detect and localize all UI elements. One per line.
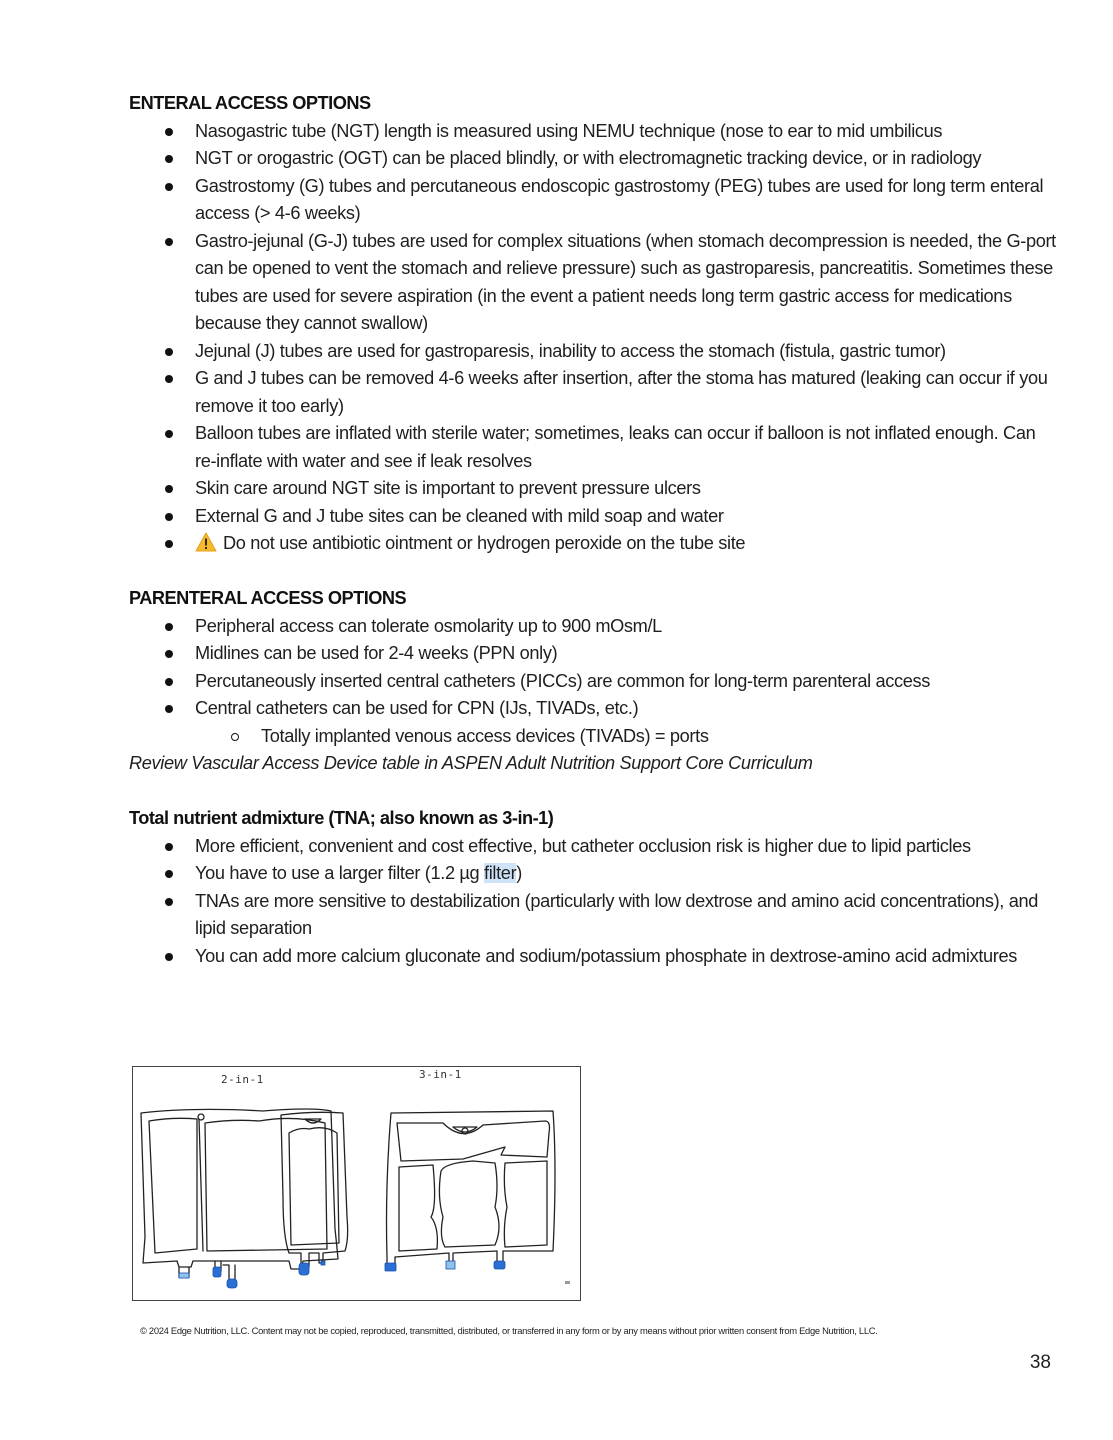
list-item-text: Gastro-jejunal (G-J) tubes are used for complex situations (when stomach decompression is needed, the G-port can be opened to vent the stomach and relieve pressure) such as gastroparesis, pancreatitis. Sometimes these tubes are used for severe aspiration (in the event a patient needs long term gastric access for medications because they cannot swallow) <box>195 230 1056 333</box>
enteral-heading: ENTERAL ACCESS OPTIONS <box>129 93 371 113</box>
list-item <box>129 420 1059 475</box>
pn-bags-figure <box>132 1066 581 1301</box>
connector-cap <box>299 1263 309 1275</box>
list-item <box>129 613 1059 641</box>
list-item <box>129 695 1059 723</box>
list-item-text: Nasogastric tube (NGT) length is measured using NEMU technique (nose to ear to mid umbilicus <box>195 120 943 141</box>
warning-list-item <box>129 530 1059 558</box>
list-item-text: Midlines can be used for 2-4 weeks (PPN only) <box>195 643 558 663</box>
list-item-text: Do not use antibiotic ointment or hydrogen peroxide on the tube site <box>223 533 746 553</box>
list-item <box>129 365 1059 420</box>
list-item-text: Jejunal (J) tubes are used for gastroparesis, inability to access the stomach (fistula, gastric tumor) <box>195 340 946 361</box>
parenteral-heading: PARENTERAL ACCESS OPTIONS <box>129 588 407 608</box>
list-item-text: NGT or orogastric (OGT) can be placed blindly, or with electromagnetic tracking device, or in radiology <box>195 148 982 168</box>
tna-heading: Total nutrient admixture (TNA; also known as 3-in-1) <box>129 808 554 828</box>
parenteral-list <box>129 613 1059 723</box>
tna-list <box>129 833 1059 971</box>
scale-mark <box>565 1281 570 1284</box>
bullet-icon <box>165 513 173 521</box>
list-item <box>129 338 1059 366</box>
connector-cap <box>321 1261 325 1265</box>
list-item-text: G and J tubes can be removed 4-6 weeks after insertion, after the stoma has matured (leaking can occur if you remove it too early) <box>195 368 1048 416</box>
bullet-icon <box>165 953 173 961</box>
figure-label-2in1: 2-in-1 <box>221 1073 264 1086</box>
bullet-icon <box>165 348 173 356</box>
list-item <box>129 860 1059 888</box>
list-item <box>129 888 1059 943</box>
bullet-icon <box>165 540 173 548</box>
three-chamber-bag <box>387 1111 556 1265</box>
list-item-text: TNAs are more sensitive to destabilization (particularly with low dextrose and amino acid concentrations), and lipid separation <box>195 890 1038 938</box>
list-item-text: ) <box>516 863 522 883</box>
list-item-text: Central catheters can be used for CPN (IJs, TIVADs, etc.) <box>195 698 639 718</box>
connector-cap <box>446 1261 455 1269</box>
page-number: 38 <box>1029 1352 1051 1373</box>
list-item <box>129 228 1059 338</box>
list-item <box>129 640 1059 668</box>
bullet-icon <box>165 485 173 493</box>
list-item-text: You have to use a larger filter (1.2 µg <box>195 863 485 883</box>
enteral-list <box>129 118 1059 558</box>
bullet-icon <box>165 155 173 163</box>
bullet-icon <box>165 238 173 246</box>
list-item <box>129 943 1059 971</box>
sub-list-item <box>129 723 1059 751</box>
connector-cap <box>385 1263 396 1271</box>
bullet-icon <box>165 843 173 851</box>
bullet-icon <box>165 128 173 136</box>
bullet-icon <box>165 870 173 878</box>
single-chamber-bag <box>281 1112 348 1267</box>
bullet-icon <box>165 623 173 631</box>
list-item <box>129 475 1059 503</box>
bullet-icon <box>165 898 173 906</box>
connector-cap <box>494 1261 505 1269</box>
connector-cap <box>213 1267 221 1277</box>
connector-cap <box>179 1273 189 1278</box>
list-item <box>129 145 1059 173</box>
list-item-text: Skin care around NGT site is important to prevent pressure ulcers <box>195 478 701 498</box>
reference-note: Review Vascular Access Device table in ASPEN Adult Nutrition Support Core Curriculum <box>129 753 813 773</box>
copyright-footer: © 2024 Edge Nutrition, LLC. Content may not be copied, reproduced, transmitted, distributed, or transferred in any form or by any means without prior written consent from Edge Nutrition, LLC. <box>140 1325 878 1336</box>
warning-icon <box>195 532 217 552</box>
list-item-text: More efficient, convenient and cost effective, but catheter occlusion risk is higher due to lipid particles <box>195 835 971 856</box>
selected-text[interactable]: filter <box>484 863 517 883</box>
hollow-bullet-icon <box>231 733 239 741</box>
bullet-icon <box>165 375 173 383</box>
list-item-text: You can add more calcium gluconate and sodium/potassium phosphate in dextrose-amino acid admixtures <box>195 945 1018 966</box>
list-item-text: Balloon tubes are inflated with sterile water; sometimes, leaks can occur if balloon is not inflated enough. Can re-inflate with water and see if leak resolves <box>195 423 1036 471</box>
list-item <box>129 668 1059 696</box>
figure-label-3in1: 3-in-1 <box>419 1068 462 1081</box>
list-item <box>129 118 1059 146</box>
bullet-icon <box>165 650 173 658</box>
list-item <box>129 173 1059 228</box>
list-item <box>129 833 1059 861</box>
bullet-icon <box>165 430 173 438</box>
list-item-text: External G and J tube sites can be cleaned with mild soap and water <box>195 505 724 526</box>
bags-illustration <box>133 1067 582 1302</box>
list-item-text: Peripheral access can tolerate osmolarity up to 900 mOsm/L <box>195 615 662 636</box>
bullet-icon <box>165 705 173 713</box>
list-item <box>129 503 1059 531</box>
bullet-icon <box>165 678 173 686</box>
list-item-text: Gastrostomy (G) tubes and percutaneous endoscopic gastrostomy (PEG) tubes are used for long term enteral access (> 4-6 weeks) <box>195 175 1044 223</box>
list-item-text: Totally implanted venous access devices (TIVADs) = ports <box>261 725 709 746</box>
list-item-text: Percutaneously inserted central catheters (PICCs) are common for long-term parenteral access <box>195 670 931 691</box>
connector-cap <box>227 1279 237 1288</box>
parenteral-sub-list <box>129 723 1059 751</box>
bullet-icon <box>165 183 173 191</box>
page-content <box>129 90 1059 970</box>
